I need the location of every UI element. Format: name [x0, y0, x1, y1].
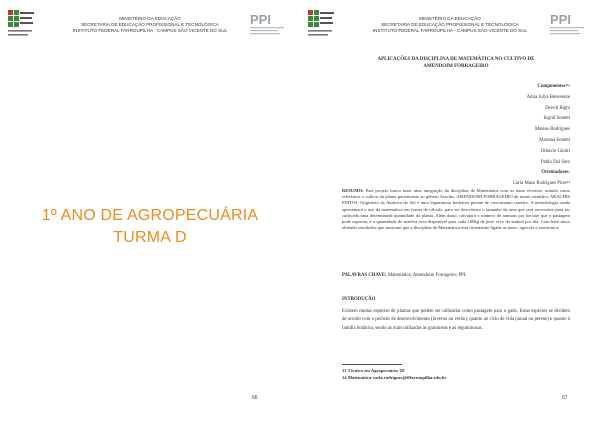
author: Amia Julya Benevente	[526, 94, 570, 100]
keywords-text: Matemática; Amendoim Forrageiro; PPI.	[387, 273, 467, 278]
svg-text:PPI: PPI	[550, 12, 571, 27]
author: Othavio Gindri	[540, 148, 570, 154]
advisor: Carla Maso Rodrigues Pires¹⁴	[512, 181, 570, 187]
svg-text:PPI: PPI	[250, 12, 271, 27]
page-number-right: 67	[562, 395, 568, 401]
footnote-14: 14 Matemática-carla.rodrigues@iffarroupilha.edu.br	[342, 375, 447, 380]
right-header	[300, 6, 600, 36]
footnotes	[342, 367, 570, 381]
components-label: Componentes¹³:	[537, 84, 570, 89]
abstract-label: RESUMO:	[342, 188, 364, 193]
intro-text: Existem muitas espécies de plantas que podem ser utilizadas como pastagem para o gado. Estas espécies se dividem de acordo com o período de desenvolvimento (inverno ou verão), quanto ao ciclo de vida (anual ou perene) e quanto à família botânica, sendo as mais utilizadas as gramíneas e as leguminosas.	[342, 309, 570, 331]
left-header	[0, 6, 300, 36]
footnote-13: 13 Técnico em Agropecuária 1D	[342, 368, 405, 373]
advisors-label: Orientadores:	[541, 170, 570, 176]
authors-block	[342, 82, 570, 190]
document-title: APLICAÇÕES DA DISCIPLINA DE MATEMÁTICA NO CULTIVO DE AMENDOIM FORRAGEIRO	[377, 57, 535, 69]
abstract-text: Este projeto busca fazer uma integração da disciplina de Matemática com as áreas técnicas, usando como referência o cultivo da planta pertencente ao gênero Arachis, AMENDOIM FORRAGEIRO de nome científico ARACHIS PINTOI. Originário da América do Sul é uma leguminosa herbácea perene de crescimento rasteiro. A metodologia usada apresentará o uso da matemática em forma de cálculo, para ser descoberto o tamanho da área que será necessário para ser cultivada uma determinada quantidade da planta. Além disso, calculará o número de animais por hectare que a pastagem pode suportar, e a quantidade de matéria seca disponível para cada 100kg de peso vivo do animal por dia. Com base nisso obtendo resultados que mostram que a disciplina de Matemática está fortemente ligada as áreas: agrícola e zootécnica.	[342, 188, 570, 231]
keywords	[342, 272, 570, 279]
author: Mateus Rodrigues	[534, 127, 570, 133]
right-page	[300, 0, 600, 424]
ppi-logo	[248, 10, 288, 36]
keywords-label: PALAVRAS CHAVE:	[342, 273, 387, 278]
author: Ingrid Sonetti	[543, 116, 570, 122]
class-title-line1: 1º ANO DE AGROPECUÁRIA	[41, 207, 259, 224]
if-farroupilha-logo	[308, 10, 336, 40]
class-title-line2: TURMA D	[113, 229, 187, 246]
institution-header: MINISTÉRIO DA EDUCAÇÃO SECRETARIA DE EDUCAÇÃO PROFISSIONAL E TECNOLÓGICA INSTITUTO FEDERAL FARROUPILHA - CAMPUS SÃO VICENTE DO SUL	[72, 16, 228, 33]
author: Pablo Dal Soto	[540, 159, 570, 165]
footnote-divider	[342, 364, 402, 365]
author: Deivid Righi	[545, 105, 570, 111]
ppi-logo	[548, 10, 588, 36]
if-farroupilha-logo	[8, 10, 36, 40]
intro-heading: INTRODUÇÃO	[342, 297, 376, 302]
class-title	[0, 205, 300, 249]
institution-header: MINISTÉRIO DA EDUCAÇÃO SECRETARIA DE EDUCAÇÃO PROFISSIONAL E TECNOLÓGICA INSTITUTO FEDERAL FARROUPILHA - CAMPUS SÃO VICENTE DO SUL	[372, 16, 528, 33]
page-number-left: 66	[252, 395, 258, 401]
abstract	[342, 188, 570, 231]
author: Mariana Sonetti	[539, 137, 570, 143]
